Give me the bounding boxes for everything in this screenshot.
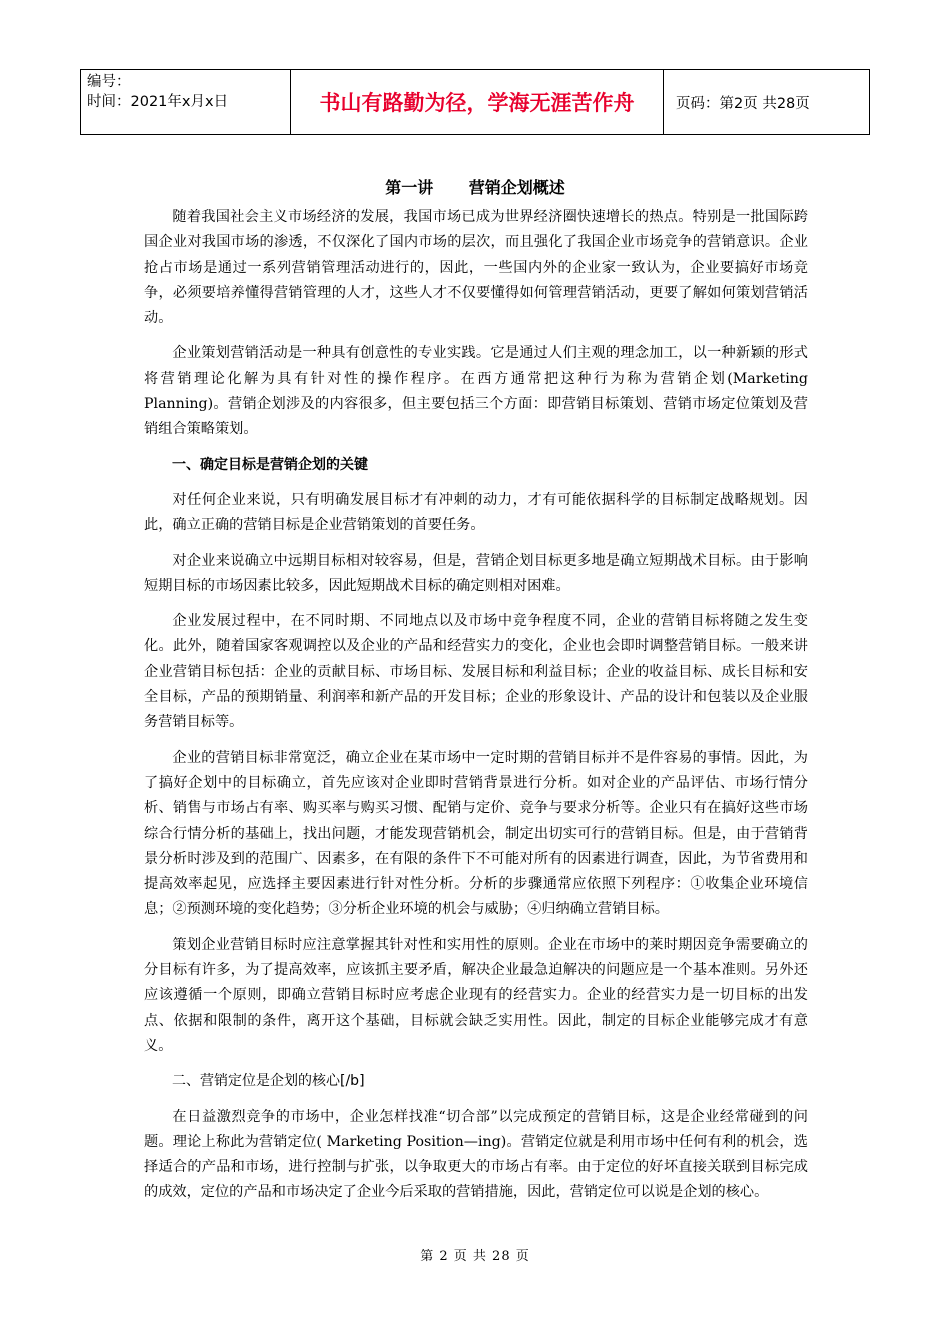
paragraph: 在日益激烈竞争的市场中，企业怎样找准“切合部”以完成预定的营销目标，这是企业经常碰到的问题。理论上称此为营销定位( Marketing Position—ing)。营销定位就是利用市场中任何有利的机会，选择适合的产品和市场，进行控制与扩张，以争取更大的市场占有率。由于定位的好坏直接关联到目标完成的成效，定位的产品和市场决定了企业今后采取的营销措施，因此，营销定位可以说是企划的核心。 [144,1108,808,1201]
paragraph: 企业策划营销活动是一种具有创意性的专业实践。它是通过人们主观的理念加工，以一种新颖的形式将营销理论化解为具有针对性的操作程序。在西方通常把这种行为称为营销企划(Marketing Planning)。营销企划涉及的内容很多，但主要包括三个方面：即营销目标策划、营销市场定位策划及营销组合策略策划。 [144,345,808,438]
paragraph: 企业的营销目标非常宽泛，确立企业在某市场中一定时期的营销目标并不是件容易的事情。因此，为了搞好企划中的目标确立，首先应该对企业即时营销背景进行分析。如对企业的产品评估、市场行情分析、销售与市场占有率、购买率与购买习惯、配销与定价、竞争与要求分析等。企业只有在搞好这些市场综合行情分析的基础上，找出问题，才能发现营销机会，制定出切实可行的营销目标。但是，由于营销背景分析时涉及到的范围广、因素多，在有限的条件下不可能对所有的因素进行调查，因此，为节省费用和提高效率起见，应选择主要因素进行针对性分析。分析的步骤通常应依照下列程序：①收集企业环境信息；②预测环境的变化趋势；③分析企业环境的机会与威胁；④归纳确立营销目标。 [144,749,808,918]
document-body [144,205,808,1216]
document-number-label: 编号： [87,74,131,90]
header-meta [81,70,291,135]
section-heading: 一、确定目标是营销企划的关键 [172,456,368,473]
document-date: 时间：2021年x月x日 [87,94,229,110]
header-page-info: 页码：第2页 共28页 [664,70,870,135]
paragraph: 对任何企业来说，只有明确发展目标才有冲刺的动力，才有可能依据科学的目标制定战略规划。因此，确立正确的营销目标是企业营销策划的首要任务。 [144,491,808,534]
page-footer: 第 2 页 共 28 页 [420,1249,530,1264]
page-header [80,69,870,135]
header-motto: 书山有路勤为径，学海无涯苦作舟 [291,70,664,135]
paragraph: 企业发展过程中，在不同时期、不同地点以及市场中竞争程度不同，企业的营销目标将随之发生变化。此外，随着国家客观调控以及企业的产品和经营实力的变化，企业也会即时调整营销目标。一般来讲企业营销目标包括：企业的贡献目标、市场目标、发展目标和利益目标；企业的收益目标、成长目标和安全目标，产品的预期销量、利润率和新产品的开发目标；企业的形象设计、产品的设计和包装以及企业服务营销目标等。 [144,613,808,731]
lecture-title: 第一讲 营销企划概述 [385,178,565,197]
paragraph: 策划企业营销目标时应注意掌握其针对性和实用性的原则。企业在市场中的莱时期因竞争需要确立的分目标有许多，为了提高效率，应该抓主要矛盾，解决企业最急迫解决的问题应是一个基本准则。另外还应该遵循一个原则，即确立营销目标时应考虑企业现有的经营实力。企业的经营实力是一切目标的出发点、依据和限制的条件，离开这个基础，目标就会缺乏实用性。因此，制定的目标企业能够完成才有意义。 [144,936,808,1054]
section-heading: 二、营销定位是企划的核心[/b] [172,1073,365,1090]
paragraph: 随着我国社会主义市场经济的发展，我国市场已成为世界经济圈快速增长的热点。特别是一批国际跨国企业对我国市场的渗透，不仅深化了国内市场的层次，而且强化了我国企业市场竞争的营销意识。企业抢占市场是通过一系列营销管理活动进行的，因此，一些国内外的企业家一致认为，企业要搞好市场竞争，必须要培养懂得营销管理的人才，这些人才不仅要懂得如何管理营销活动，更要了解如何策划营销活动。 [144,209,808,327]
paragraph: 对企业来说确立中远期目标相对较容易，但是，营销企划目标更多地是确立短期战术目标。由于影响短期目标的市场因素比较多，因此短期战术目标的确定则相对困难。 [144,552,808,594]
